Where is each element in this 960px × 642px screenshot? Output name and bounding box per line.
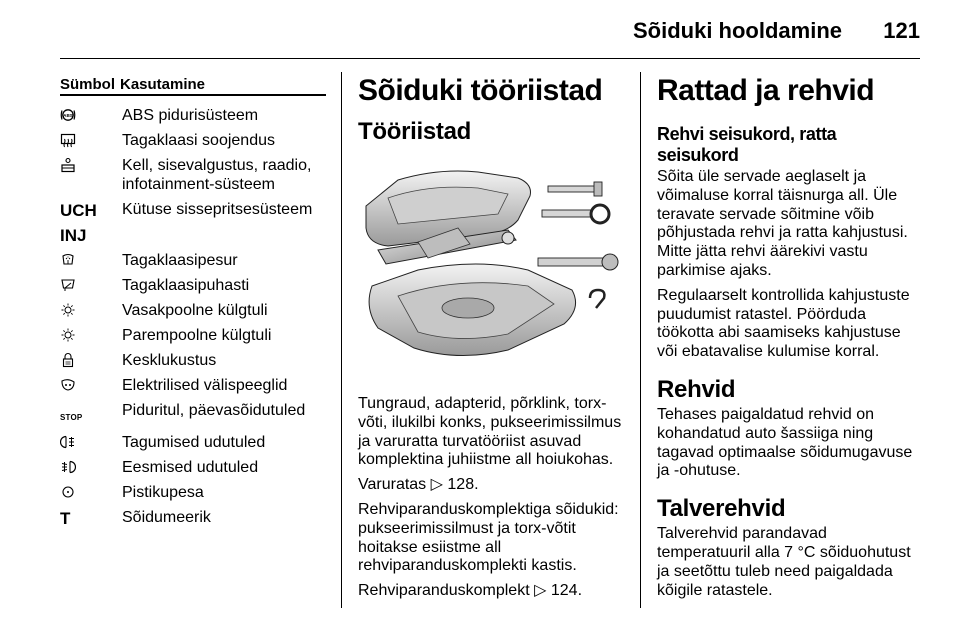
rear-wiper-icon	[60, 277, 76, 293]
table-row	[60, 225, 326, 245]
uch-symbol: UCH	[60, 201, 97, 220]
electric-mirror-icon	[60, 377, 76, 393]
subsection-heading: Talverehvid	[657, 495, 786, 523]
table-row	[60, 276, 326, 295]
rear-window-heating-icon	[60, 132, 76, 148]
subsection-heading: Tööriistad	[358, 118, 472, 145]
page-number: 121	[883, 18, 920, 43]
row-label: Kütuse sissepritsesüsteem	[122, 201, 313, 218]
row-label: Tagaklaasi soojendus	[122, 132, 275, 149]
paragraph: Regulaarselt kontrollida kahjustuste puudumist ratastel. Pöörduda töökotta abi saamiseks kahjustuse või ebatavalise kulumise korral.	[657, 286, 910, 361]
table-row	[60, 351, 326, 370]
svg-text:ABS: ABS	[63, 112, 73, 118]
row-label: Kesklukustus	[122, 352, 217, 369]
page-link[interactable]: 128.	[447, 476, 479, 494]
table-row	[60, 401, 326, 427]
table-row	[60, 508, 326, 528]
section-title: Sõiduki hooldamine	[632, 18, 842, 43]
column-divider	[640, 72, 641, 608]
row-label: Vasakpoolne külgtuli	[122, 302, 268, 319]
left-side-light-icon	[60, 302, 76, 318]
tachograph-symbol: T	[60, 509, 71, 528]
paragraph: Tungraud, adapterid, põrklink, torx-võti, ilukilbi konks, pukseerimissilmus ja varuratta turvatööriist asuvad komplektina juhiistme all hoiukohas.	[358, 395, 622, 469]
abs-icon	[60, 107, 76, 123]
page-header	[0, 0, 960, 62]
table-row	[60, 200, 326, 220]
row-label: Kell, sisevalgustus, raadio, infotainment-süsteem	[122, 157, 312, 193]
row-label: Eesmised udutuled	[122, 459, 259, 476]
paragraph: Tehases paigaldatud rehvid on kohandatud auto šassiiga ning tagavad optimaalse sõidumugavuse ja -ohutuse.	[657, 405, 913, 480]
header-symbol: Sümbol	[60, 76, 115, 93]
table-row	[60, 301, 326, 320]
cross-reference	[358, 476, 624, 495]
paragraph: Sõita üle servade aeglaselt ja võimaluse korral täisnurga all. Üle teravate servade sõitmine võib põhjustada rehvi ja ratta kahjustusi. Mitte jätta rehvi äärekivi vastu parkimise ajaks.	[657, 168, 908, 279]
arrow-icon: ▷	[430, 476, 443, 494]
tools-section	[358, 72, 624, 601]
header-usage: Kasutamine	[120, 76, 206, 93]
front-fog-light-icon	[60, 459, 76, 475]
page-link[interactable]: 124.	[550, 582, 583, 600]
table-row	[60, 433, 326, 452]
row-label: Sõidumeerik	[122, 509, 211, 526]
table-row	[60, 483, 326, 502]
tool-kit-illustration	[358, 158, 624, 370]
table-row	[60, 251, 326, 270]
reference-label: Varuratas	[358, 476, 427, 494]
row-label: ABS pidurisüsteem	[122, 107, 259, 124]
table-row	[60, 326, 326, 345]
stop-symbol: STOP	[60, 413, 83, 422]
symbol-table	[60, 72, 326, 528]
table-row	[60, 106, 326, 125]
column-divider	[341, 72, 342, 608]
row-label: Parempoolne külgtuli	[122, 327, 272, 344]
row-label: Piduritul, päevasõidutuled	[122, 402, 306, 419]
table-row	[60, 458, 326, 477]
row-label: Tagaklaasipuhasti	[122, 277, 250, 294]
row-label: Tagaklaasipesur	[122, 252, 238, 269]
subsection-heading: Rehvid	[657, 375, 736, 403]
rear-washer-icon	[60, 252, 76, 268]
paragraph: Talverehvid parandavad temperatuuril alla 7 °C sõiduohutust ja seetõttu tuleb need paigaldada kõigile ratastele.	[657, 525, 911, 599]
wheels-section	[657, 72, 921, 600]
table-header	[60, 72, 326, 96]
row-label: Elektrilised välispeeglid	[122, 377, 288, 394]
central-locking-icon	[60, 352, 76, 368]
table-row	[60, 131, 326, 150]
row-label	[122, 225, 326, 245]
reference-label: Rehviparanduskomplekt	[358, 582, 530, 600]
power-socket-icon	[60, 484, 76, 500]
right-side-light-icon	[60, 327, 76, 343]
subsection-heading: Rehvi seisukord, ratta seisukord	[657, 124, 837, 165]
rear-fog-light-icon	[60, 434, 76, 450]
cross-reference	[358, 582, 624, 601]
table-row	[60, 376, 326, 395]
section-heading: Rattad ja rehvid	[657, 74, 875, 107]
row-label: Pistikupesa	[122, 484, 204, 501]
table-row	[60, 156, 326, 194]
inj-symbol: INJ	[60, 226, 87, 245]
section-heading: Sõiduki tööriistad	[358, 74, 603, 107]
header-rule	[60, 58, 920, 59]
arrow-icon: ▷	[534, 582, 547, 600]
row-label: Tagumised udutuled	[122, 434, 266, 451]
clock-light-radio-icon	[60, 157, 76, 173]
paragraph: Rehviparanduskomplektiga sõidukid: pukseerimissilmust ja torx-võtit hoitakse esiistme all rehviparanduskomplekti kastis.	[358, 500, 619, 575]
